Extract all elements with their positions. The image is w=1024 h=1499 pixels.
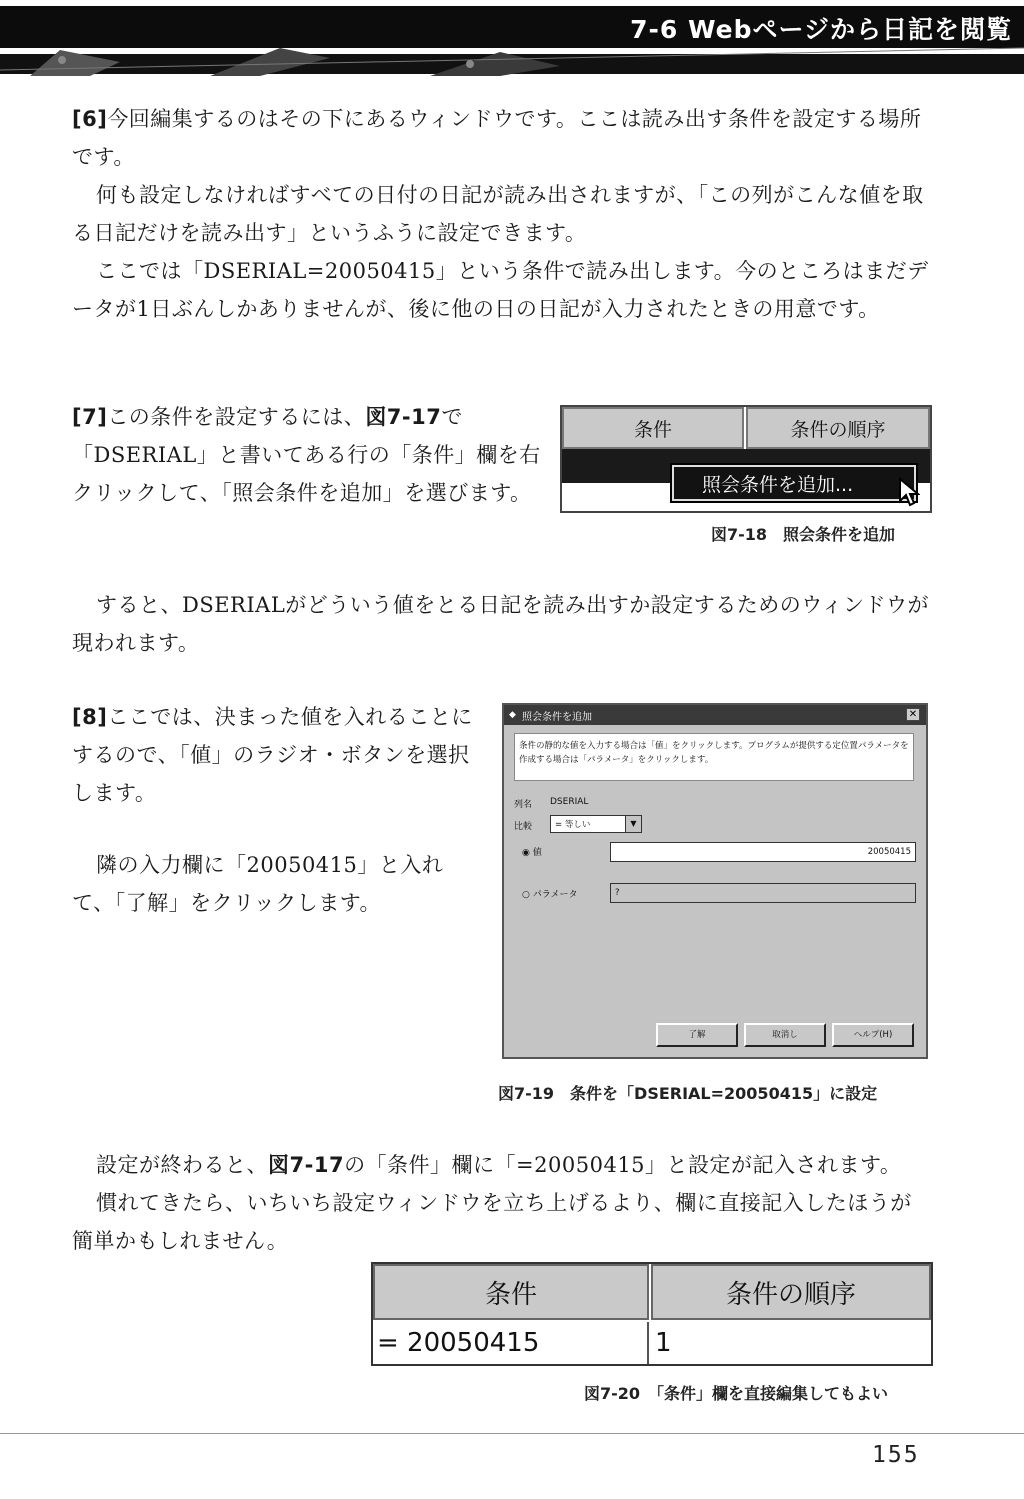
value-input[interactable]: 20050415 (610, 842, 916, 862)
footer-divider (0, 1433, 1024, 1434)
paragraph-text: の「条件」欄に「=20050415」と設定が記入されます。 (344, 1153, 902, 1177)
figure-7-20-table (371, 1262, 933, 1366)
paragraph-6b: 何も設定しなければすべての日付の日記が読み出されますが、「この列がこんな値を取る日記だけを読み出す」というふうに設定できます。 (72, 183, 924, 245)
parameter-radio[interactable]: ○ パラメータ (522, 890, 578, 900)
help-button[interactable]: ヘルプ(H) (832, 1023, 914, 1047)
condition-cell[interactable]: = 20050415 (373, 1322, 649, 1364)
dialog-app-icon: ◆ (509, 710, 516, 720)
comparison-select[interactable] (550, 815, 642, 833)
page-number: 155 (872, 1442, 920, 1468)
column-name-label: 列名 (514, 800, 533, 810)
figure-7-20-caption: 図7-20 「条件」欄を直接編集してもよい (584, 1384, 889, 1403)
paragraph-9c: 慣れてきたら、いちいち設定ウィンドウを立ち上げるより、欄に直接記入したほうが簡単かもしれません。 (72, 1191, 912, 1253)
cancel-button[interactable]: 取消し (744, 1023, 826, 1047)
figure-reference: 図7-17 (268, 1153, 345, 1177)
column-header-condition-order[interactable]: 条件の順序 (651, 1264, 931, 1320)
dialog-instructions: 条件の静的な値を入力する場合は「値」をクリックします。プログラムが提供する定位置パラメータを作成する場合は「パラメータ」をクリックします。 (514, 733, 914, 781)
paragraph-9 (72, 1146, 932, 1184)
step-number: [7] (72, 405, 108, 429)
page-header (0, 0, 1024, 76)
paragraph-text: 今回編集するのはその下にあるウィンドウです。ここは読み出す条件を設定する場所です。 (72, 107, 922, 169)
value-radio-label: 値 (532, 848, 542, 858)
condition-order-cell[interactable]: 1 (655, 1328, 672, 1358)
chapter-title: 7-6 Webページから日記を閲覧 (630, 15, 1012, 44)
dialog-title: 照会条件を追加 (522, 711, 592, 723)
figure-reference: 図7-17 (365, 405, 442, 429)
column-name-value: DSERIAL (550, 797, 589, 807)
mouse-cursor-icon (898, 477, 920, 507)
add-query-condition-menu-item[interactable]: 照会条件を追加... (672, 465, 916, 501)
figure-7-19-caption: 図7-19 条件を「DSERIAL=20050415」に設定 (498, 1084, 878, 1103)
comparison-selected-value: = 等しい (555, 820, 591, 830)
figure-7-18-caption: 図7-18 照会条件を追加 (711, 525, 896, 544)
paragraph-6c: ここでは「DSERIAL=20050415」という条件で読み出します。今のところはまだデータが1日ぶんしかありませんが、後に他の日の日記が入力されたときの用意です。 (72, 259, 929, 321)
column-header-condition[interactable]: 条件 (562, 407, 744, 449)
paragraph-6 (72, 100, 932, 176)
close-icon[interactable]: ✕ (906, 708, 920, 721)
ok-button[interactable]: 了解 (656, 1023, 738, 1047)
comparison-label: 比較 (514, 822, 533, 832)
paragraph-7 (72, 398, 542, 512)
paragraph-text: ここでは、決まった値を入れることにするので、「値」のラジオ・ボタンを選択します。 (72, 705, 473, 805)
paragraph-7c: すると、DSERIALがどういう値をとる日記を読み出すか設定するためのウィンドウが現われます。 (72, 593, 930, 655)
chevron-down-icon[interactable]: ▼ (625, 816, 641, 832)
value-radio[interactable]: ◉ 値 (522, 848, 542, 858)
step-number: [8] (72, 705, 108, 729)
parameter-radio-label: パラメータ (532, 890, 578, 900)
column-header-condition-order[interactable]: 条件の順序 (746, 407, 930, 449)
paragraph-text: この条件を設定するには、 (107, 405, 366, 429)
paragraph-8 (72, 698, 482, 812)
add-query-condition-dialog (502, 703, 928, 1059)
parameter-input[interactable]: ? (610, 883, 916, 903)
figure-7-18 (560, 405, 932, 513)
paragraph-text: 設定が終わると、 (96, 1153, 268, 1177)
column-header-condition[interactable]: 条件 (373, 1264, 649, 1320)
paragraph-8b: 隣の入力欄に「20050415」と入れて、「了解」をクリックします。 (72, 853, 444, 915)
paragraph-text: で「DSERIAL」と書いてある行の「条件」欄を右クリックして、「照会条件を追加」を選びます。 (72, 405, 541, 505)
step-number: [6] (72, 107, 108, 131)
dialog-title-bar (504, 705, 926, 725)
